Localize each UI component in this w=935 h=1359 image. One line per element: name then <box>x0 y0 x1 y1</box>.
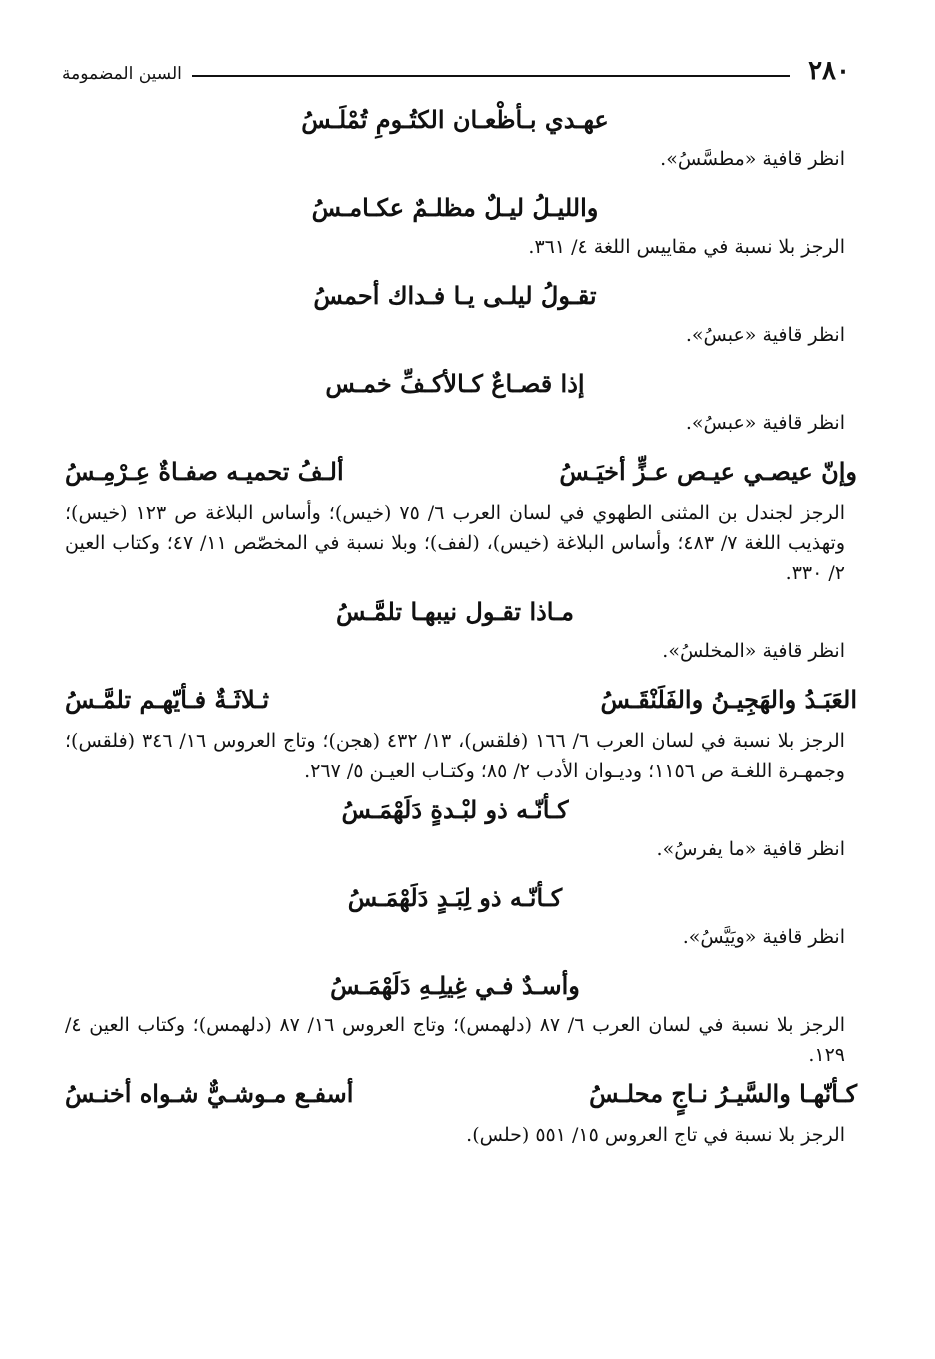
verse <box>65 878 845 922</box>
verse-note: انظر قافية «عبسُ». <box>685 324 845 346</box>
verse <box>65 592 845 636</box>
verse-note: انظر قافية «المخلسُ». <box>662 640 845 662</box>
page-number: ٢٨٠ <box>808 56 850 86</box>
verse-note: انظر قافية «مطسَّسُ». <box>660 148 845 170</box>
verse-text: كـأنّـه ذو لِبَـدٍ دَلَهْمَـسُ <box>347 883 563 912</box>
verse-text: إذا قصـاعٌ كـالأكـفِّ خمـس <box>325 369 585 398</box>
page-header <box>62 50 850 84</box>
verse-text: مـاذا تقـول نيبهـا تلمَّـسُ <box>335 597 574 626</box>
verse-text: والليـلُ ليـلٌ مظلـمٌ عكـامـسُ <box>311 193 599 222</box>
verse-hemistich-left: ألـفُ تحميـه صفـاةٌ عِـرْمِـسُ <box>65 457 344 486</box>
verse-text: تقـولُ ليلـى يـا فـداك أحمسُ <box>313 281 597 310</box>
verse-note: انظر قافية «عبسُ». <box>685 412 845 434</box>
verse-hemistich-right: كـأنّهـا والسَّيـرُ نـاجٍ محلـسُ <box>589 1079 857 1108</box>
verse-hemistich-left: أسفـع مـوشـيٌّ شـواه أخنـسُ <box>65 1079 354 1108</box>
header-rule <box>192 75 790 77</box>
verse-note: انظر قافية «ويَيَّسُ». <box>682 926 845 948</box>
verse-pair <box>65 680 857 726</box>
verse <box>65 364 845 408</box>
verse-note: الرجز بلا نسبة في مقاييس اللغة ٤/ ٣٦١. <box>528 236 845 258</box>
verse <box>65 100 845 144</box>
verse-text: وأسـدٌ فـي غِيلِـهِ دَلَهْمَـسُ <box>330 971 580 1000</box>
verse <box>65 276 845 320</box>
verse-hemistich-right: العَبَـدُ والهَجِيـنُ والفَلَنْقَـسُ <box>600 685 857 714</box>
verse-note: الرجز بلا نسبة في لسان العرب ٦/ ٨٧ (دلهمس)؛ وتاج العروس ١٦/ ٨٧ (دلهمس)؛ وكتاب العين ٤/ ١٢٩. <box>65 1014 845 1066</box>
verse-note: الرجز لجندل بن المثنى الطهوي في لسان العرب ٦/ ٧٥ (خيس)؛ وأساس البلاغة ص ١٢٣ (خيس)؛ وتهذيب اللغة ٧/ ٤٨٣؛ وأساس البلاغة (خيس)، (لفف)؛ وبلا نسبة في المخصّص ١١/ ٤٧؛ وكتاب العين ٢/ ٣٣٠. <box>65 502 845 584</box>
verse-note: انظر قافية «ما يفرسُ». <box>656 838 845 860</box>
verse-text: كـأنّـه ذو لبْـدةٍ دَلَهْمَـسُ <box>341 795 569 824</box>
verse-pair <box>65 452 857 498</box>
verse <box>65 790 845 834</box>
verse <box>65 966 845 1010</box>
verse-hemistich-left: ثـلاثَـةٌ فـأيّهـم تلمَّـسُ <box>65 685 270 714</box>
verse-hemistich-right: وإنّ عيصـي عيـص عـزٍّ أخيَـسُ <box>559 457 857 486</box>
verse-note: الرجز بلا نسبة في تاج العروس ١٥/ ٥٥١ (حلس). <box>466 1124 845 1146</box>
verse-text: عهـدي بـأظْعـان الكتُـومِ تُمْلَـسُ <box>301 105 609 134</box>
running-title: السين المضمومة <box>62 64 182 84</box>
verse-pair <box>65 1074 857 1120</box>
verse <box>65 188 845 232</box>
verse-note: الرجز بلا نسبة في لسان العرب ٦/ ١٦٦ (فلقس)، ١٣/ ٤٣٢ (هجن)؛ وتاج العروس ١٦/ ٣٤٦ (فلقس)؛ وجمهـرة اللغـة ص ١١٥٦؛ وديـوان الأدب ٢/ ٨٥؛ وكتـاب العيـن ٥/ ٢٦٧. <box>65 730 845 782</box>
page-content <box>65 100 857 1150</box>
